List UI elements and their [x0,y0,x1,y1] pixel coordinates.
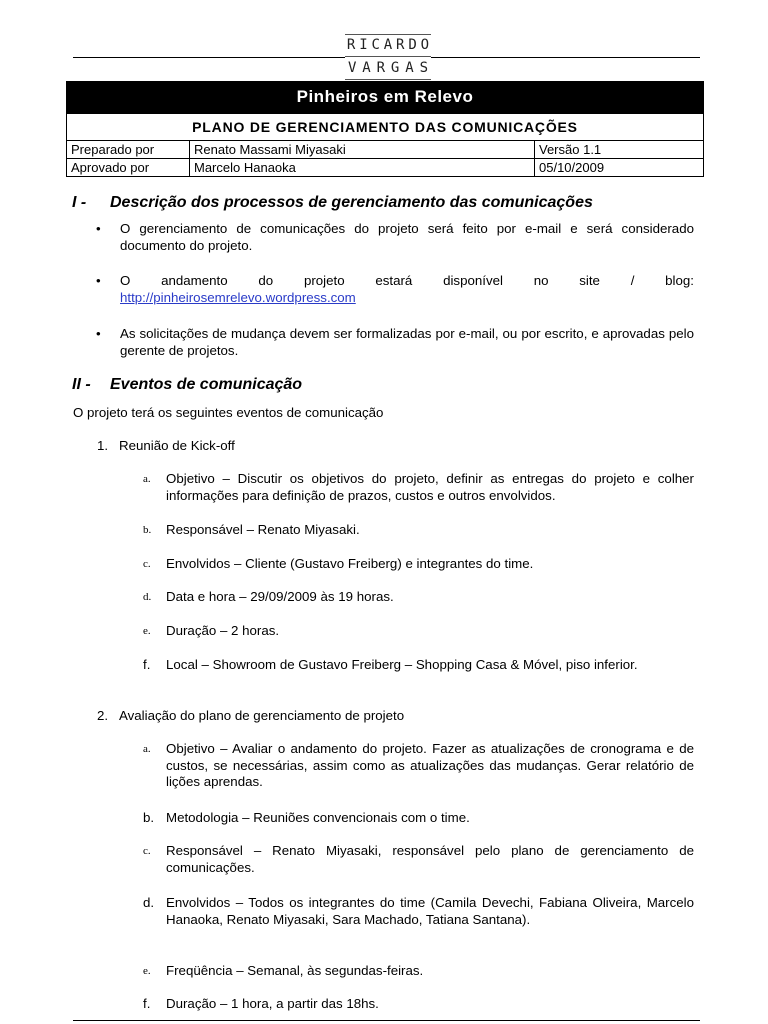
event-1-item-e: Duração – 2 horas. [166,623,280,638]
bullet-3-text: As solicitações de mudança devem ser formalizadas por e-mail, ou por escrito, e aprovadas pelo gerente de projetos. [120,326,694,358]
ricardo-vargas-logo [345,34,431,80]
logo-letter: O [420,37,430,53]
event-1-title: Reunião de Kick-off [119,438,235,453]
logo-letter: R [376,60,386,76]
logo-letter: C [371,37,380,53]
logo-letter: I [359,37,368,53]
logo-row-1 [345,34,431,56]
event-2-title: Avaliação do plano de gerenciamento de projeto [119,708,405,723]
event-1-item-a: Objetivo – Discutir os objetivos do projeto, definir as entregas do projeto e colher informações para definição de prazos, custos e outros envolvidos. [166,471,694,503]
event-2-item-d: Envolvidos – Todos os integrantes do time (Camila Devechi, Fabiana Oliveira, Marcelo Hanaoka, Renato Miyasaki, Sara Machado, Tatiana Santana). [166,895,694,927]
event-2-item-e: Freqüência – Semanal, às segundas-feiras. [166,963,424,978]
document-title: Pinheiros em Relevo [66,81,704,113]
event-1-item-b: Responsável – Renato Miyasaki. [166,522,360,537]
section-2-intro: O projeto terá os seguintes eventos de comunicação [73,405,384,420]
blog-link[interactable]: http://pinheirosemrelevo.wordpress.com [120,290,356,305]
logo-letter: R [346,37,356,53]
event-1-item-f: Local – Showroom de Gustavo Freiberg – Shopping Casa & Móvel, piso inferior. [166,657,638,672]
approved-row [67,159,704,177]
list-marker: b. [143,524,152,536]
list-marker: c. [143,845,151,857]
section-2-number: II - [72,376,91,393]
logo-letter: S [419,60,429,76]
event-2-item-c: Responsável – Renato Miyasaki, responsável pelo plano de gerenciamento de comunicações. [166,843,694,875]
section-1-title: Descrição dos processos de gerenciamento das comunicações [110,194,593,211]
prepared-label: Preparado por [67,141,190,159]
bullet-2-text: O andamento do projeto estará disponível no site / blog: [120,273,694,288]
logo-letter: D [408,37,417,53]
prepared-value: Renato Massami Miyasaki [190,141,535,159]
list-marker: d. [143,591,152,603]
list-marker: a. [143,743,151,755]
list-marker: f. [143,996,151,1011]
document-info-table [66,140,704,177]
logo-letter: V [347,60,357,76]
event-1-item-d: Data e hora – 29/09/2009 às 19 horas. [166,589,394,604]
section-1-number: I - [72,194,87,211]
logo-letter: A [405,60,414,76]
list-marker: c. [143,558,151,570]
document-subtitle: PLANO DE GERENCIAMENTO DAS COMUNICAÇÕES [66,113,704,141]
section-2-title: Eventos de comunicação [110,376,303,393]
list-marker: f. [143,657,151,672]
footer-rule [73,1020,700,1021]
date-value: 05/10/2009 [535,159,704,177]
section-2-heading [72,376,302,394]
bullet-1-text: O gerenciamento de comunicações do projeto será feito por e-mail e será considerado documento do projeto. [120,221,694,253]
list-marker: b. [143,810,155,825]
logo-letter: R [396,37,405,53]
logo-row-2 [345,57,431,79]
logo-letter: A [383,37,393,53]
event-2-marker: 2. [97,708,109,723]
approved-value: Marcelo Hanaoka [190,159,535,177]
list-marker: e. [143,965,151,977]
event-1-item-c: Envolvidos – Cliente (Gustavo Freiberg) e integrantes do time. [166,556,534,571]
event-2-item-a: Objetivo – Avaliar o andamento do projeto. Fazer as atualizações de cronograma e de custos, se necessárias, assim como as atualizações das mudanças. Gerar relatório de lições aprendas. [166,741,694,789]
version-value: Versão 1.1 [535,141,704,159]
event-1-marker: 1. [97,438,109,453]
list-marker: a. [143,473,151,485]
event-2-item-f: Duração – 1 hora, a partir das 18hs. [166,996,379,1011]
list-marker: e. [143,625,151,637]
prepared-row [67,141,704,159]
event-2-item-b: Metodologia – Reuniões convencionais com o time. [166,810,470,825]
logo-letter: G [390,60,400,76]
list-marker: d. [143,895,155,910]
section-1-heading [72,194,593,212]
bullet-icon: • [96,326,101,341]
bullet-icon: • [96,221,101,236]
logo-line-bottom [345,79,431,80]
logo-letter: A [362,60,371,76]
bullet-icon: • [96,273,101,288]
approved-label: Aprovado por [67,159,190,177]
